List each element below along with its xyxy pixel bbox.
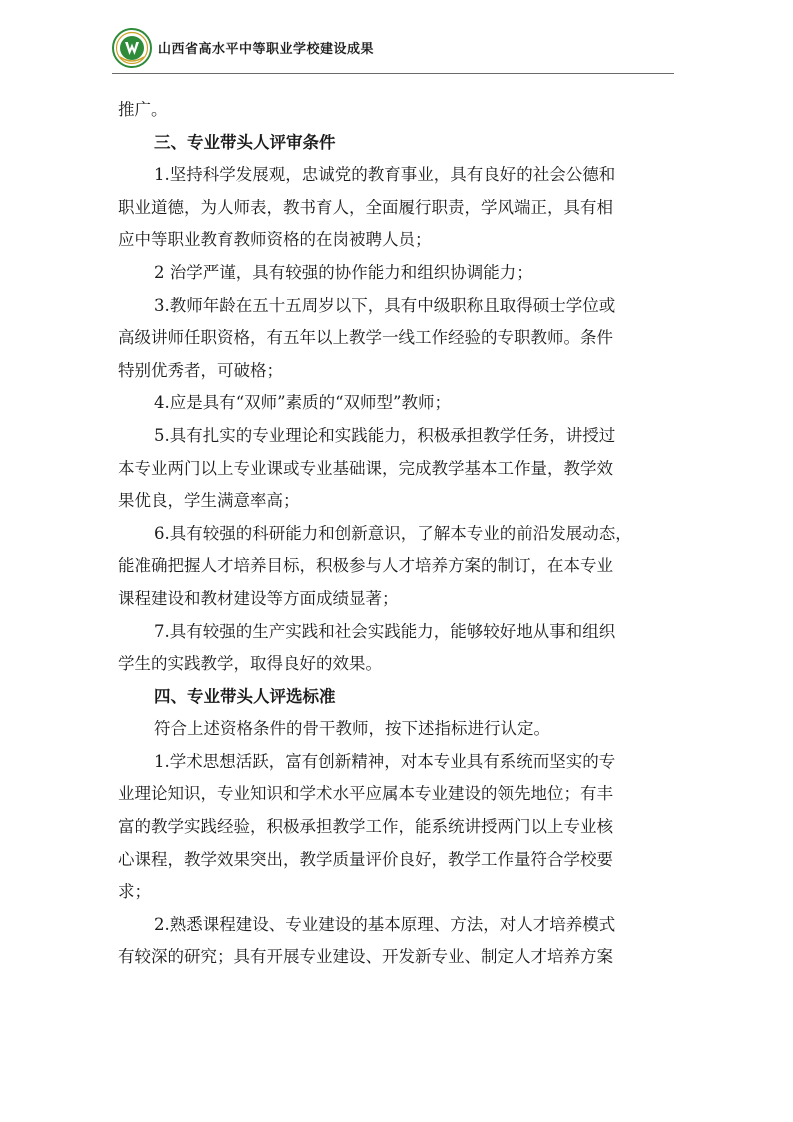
paragraph-line: 4.应是具有“双师”素质的“双师型”教师； [154,393,451,413]
school-emblem-icon [112,28,152,68]
paragraph-line: 1.坚持科学发展观，忠诚党的教育事业，具有良好的社会公德和 [154,165,616,185]
paragraph-line: 6.具有较强的科研能力和创新意识，了解本专业的前沿发展动态， [154,523,632,543]
paragraph-line: 高级讲师任职资格，有五年以上教学一线工作经验的专职教师。条件 [118,328,613,348]
section-heading: 三、专业带头人评审条件 [154,132,336,152]
paragraph-line: 求； [118,882,151,902]
section-heading: 四、专业带头人评选标准 [154,686,336,706]
paragraph-line: 有较深的研究；具有开展专业建设、开发新专业、制定人才培养方案 [118,947,613,967]
paragraph-line: 课程建设和教材建设等方面成绩显著； [118,588,399,608]
paragraph-line: 2.熟悉课程建设、专业建设的基本原理、方法，对人才培养模式 [154,914,616,934]
paragraph-line: 特别优秀者，可破格； [118,360,283,380]
paragraph-line: 职业道德，为人师表，教书育人，全面履行职责，学风端正，具有相 [118,197,613,217]
paragraph-line: 学生的实践教学，取得良好的效果。 [118,654,382,674]
paragraph-line: 5.具有扎实的专业理论和实践能力，积极承担教学任务，讲授过 [154,425,616,445]
paragraph-line: 心课程，教学效果突出，教学质量评价良好，教学工作量符合学校要 [118,849,613,869]
paragraph-line: 应中等职业教育教师资格的在岗被聘人员； [118,230,432,250]
paragraph-line: 2 治学严谨，具有较强的协作能力和组织协调能力； [154,262,533,282]
header-title: 山西省高水平中等职业学校建设成果 [158,42,375,57]
paragraph-line: 业理论知识，专业知识和学术水平应属本专业建设的领先地位；有丰 [118,784,613,804]
paragraph-line: 果优良，学生满意率高； [118,491,300,511]
paragraph-line: 3.教师年龄在五十五周岁以下，具有中级职称且取得硕士学位或 [154,295,616,315]
paragraph-line: 7.具有较强的生产实践和社会实践能力，能够较好地从事和组织 [154,621,616,641]
paragraph-line: 1.学术思想活跃，富有创新精神，对本专业具有系统而坚实的专 [154,751,616,771]
page-header [112,28,674,74]
paragraph-line: 能准确把握人才培养目标，积极参与人才培养方案的制订，在本专业 [118,556,613,576]
paragraph-line: 符合上述资格条件的骨干教师，按下述指标进行认定。 [154,719,550,739]
document-body [118,94,688,974]
paragraph-line: 推广。 [118,100,168,119]
paragraph-line: 富的教学实践经验，积极承担教学工作，能系统讲授两门以上专业核 [118,817,613,837]
header-divider [112,73,674,74]
paragraph-line: 本专业两门以上专业课或专业基础课，完成教学基本工作量，教学效 [118,458,613,478]
